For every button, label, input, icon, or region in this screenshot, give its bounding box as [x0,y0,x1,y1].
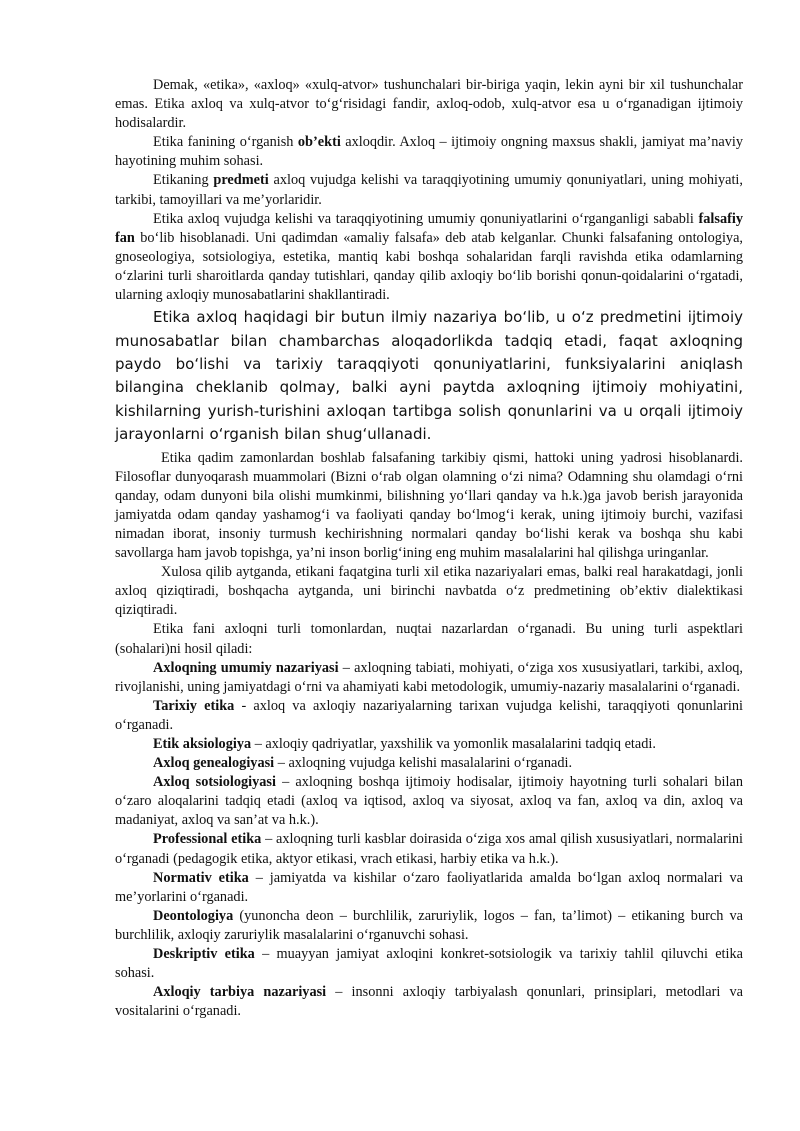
paragraph-text: – axloqiy qadriyatlar, yaxshilik va yomonlik masalalarini tadqiq etadi. [251,735,656,752]
paragraph-text: Etika fani axloqni turli tomonlardan, nuqtai nazarlardan o‘rganadi. Bu uning turli aspektlari (sohalari)ni hosil qiladi: [115,621,743,657]
paragraph-text: Xulosa qilib aytganda, etikani faqatgina turli xil etika nazariyalari emas, balki real harakatdagi, jonli axloq qiziqtiradi, boshqacha aytganda, uni birinchi navbatda o‘z predmetining ob’ektiv dialektikasi qiziqtiradi. [115,564,743,619]
bold-term: predmeti [213,172,269,189]
paragraph-text: - axloq va axloqiy nazariyalarning tarixan vujudga kelishi, taraqqiyoti qonunlarini o‘rganadi. [115,697,743,733]
paragraph-text: – insonni axloqiy tarbiyalash qonunlari, prinsiplari, metodlari va vositalarini o‘rganadi. [115,984,743,1020]
paragraph-p15 [115,869,743,907]
paragraph-text: – axloqning boshqa ijtimoiy hodisalar, ijtimoiy hayotning turli sohalari bilan o‘zaro aloqalarini tadqiq etadi (axloq va iqtisod, axloq va siyosat, axloq va fan, axloq va din, axloq va madaniyat, axloq va san’at va h.k.). [115,774,743,829]
paragraph-p17 [115,945,743,983]
paragraph-p12 [115,754,743,773]
bold-term: Axloq sotsiologiyasi [153,774,276,791]
paragraph-text: Demak, «etika», «axloq» «xulq-atvor» tushunchalari bir-biriga yaqin, lekin ayni bir xil tushunchalar emas. Etika axloq va xulq-atvor to‘g‘risidagi fandir, axloq-odob, xulq-atvor esa u o‘rganadigan ijtimoiy hodisalardir. [115,77,743,132]
paragraph-text: axloq vujudga kelishi va taraqqiyotining umumiy qonuniyatlari, uning mohiyati, tarkibi, tamoyillari va me’yorlaridir. [115,172,743,208]
paragraph-p4 [115,210,743,305]
paragraph-text: Etikaning [153,172,214,189]
paragraph-text: – axloqning vujudga kelishi masalalarini o‘rganadi. [274,755,573,772]
paragraph-p7 [115,563,743,620]
paragraph-p2 [115,133,743,171]
paragraph-p9 [115,659,743,697]
paragraph-text: – muayyan jamiyat axloqini konkret-sotsiologik va tarixiy tahlil qiluvchi etika sohasi. [115,946,744,982]
paragraph-text: – axloqning tabiati, mohiyati, o‘ziga xos xususiyatlari, tarkibi, axloq, rivojlanishi, uning jamiyatdagi o‘rni va ahamiyati kabi metodologik, umumiy-nazariy masalalarini o‘rganadi. [115,659,743,695]
paragraph-p10 [115,697,743,735]
paragraph-p8 [115,620,743,658]
paragraph-text: Etika fanining o‘rganish [153,134,298,151]
paragraph-text: bo‘lib hisoblanadi. Uni qadimdan «amaliy falsafa» deb atab kelganlar. Chunki falsafaning ontologiya, gnoseologiya, sotsiologiya, estetika, mantiq kabi boshqa sohalaridan farqli ravishda etika odamlarning o‘zlarini turli sharoitlarda qanday tutishlari, qanday qilib axloqiy bo‘lib borishi qonun-qoidalarini o‘rgatadi, ularning axloqiy munosabatlarini shakllantiradi. [115,229,743,304]
paragraph-text: Etika qadim zamonlardan boshlab falsafaning tarkibiy qismi, hattoki uning yadrosi hisoblanardi. Filosoflar dunyoqarash muammolari (Bizni o‘rab olgan olamning o‘zi nima? Odamning shu olamdagi o‘rni qanday, odam dunyoni bila olishi mumkinmi, bilishning yo‘llari qanday va h.k.)ga javob berish jarayonida jamiyatda odam qanday yashamog‘i va faoliyati qanday bo‘lmog‘i kerak, uning ijtimoiy burchi, vazifasi nimadan iborat, insoniy turmush kechirishning normalari qanday bo‘lishi kerak va boshqa shu kabi savollarga ham javob topishga, ya’ni inson borlig‘ining eng muhim masalalarini hal qilishga uringanlar. [115,449,743,562]
paragraph-text: – axloqning turli kasblar doirasida o‘ziga xos amal qilish xususiyatlari, normalarini o‘rganadi (pedagogik etika, aktyor etikasi, vrach etikasi, harbiy etika va h.k.). [115,831,743,867]
bold-term: Axloq genealogiyasi [153,755,275,772]
paragraph-text: Etika axloq haqidagi bir butun ilmiy nazariya bo‘lib, u o‘z predmetini ijtimoiy munosabatlar bilan chambarchas aloqadorlikda tadqiq etadi, faqat axloqning paydo bo‘lishi va tarixiy taraqqiyoti qonuniyatlarini, funksiyalarini aniqlash bilangina cheklanib qolmay, balki ayni paytda axloqning ijtimoiy mohiyatini, kishilarning yurish-turishini axloqan tartibga solish qonunlarini va u orqali ijtimoiy jarayonlarni o‘rganish bilan shug‘ullanadi. [115,308,743,444]
bold-term: Axloqning umumiy nazariyasi [153,659,339,676]
bold-term: Etik aksiologiya [153,735,252,752]
paragraph-p18 [115,983,743,1021]
bold-term: Deskriptiv etika [153,946,255,962]
paragraph-text: (yunoncha deon – burchlilik, zaruriylik, logos – fan, ta’limot) – etikaning burch va burchlilik, axloqiy zaruriylik masalalarini o‘rganuvchi sohasi. [115,907,743,943]
paragraph-text: Etika axloq vujudga kelishi va taraqqiyotining umumiy qonuniyatlarini o‘rganganligi sababli [153,210,699,227]
paragraph-p14 [115,830,743,868]
paragraph-p5 [115,306,743,446]
paragraph-p11 [115,735,743,754]
bold-term: Tarixiy etika [153,697,235,714]
bold-term: falsafiy fan [115,210,743,246]
bold-term: Normativ etika [153,869,249,886]
paragraph-text: – jamiyatda va kishilar o‘zaro faoliyatlarida amalda bo‘lgan axloq normalari va me’yorlarini o‘rganadi. [115,869,743,905]
paragraph-p3 [115,171,743,209]
bold-term: Axloqiy tarbiya nazariyasi [153,984,327,1001]
bold-term: Professional etika [153,831,262,848]
paragraph-p16 [115,907,743,945]
paragraph-text: axloqdir. Axloq – ijtimoiy ongning maxsus shakli, jamiyat ma’naviy hayotining muhim sohasi. [115,134,743,170]
paragraph-p13 [115,773,743,830]
paragraph-p6 [115,449,743,564]
bold-term: Deontologiya [153,907,234,924]
paragraph-p1 [115,76,743,133]
bold-term: ob’ekti [297,134,341,151]
